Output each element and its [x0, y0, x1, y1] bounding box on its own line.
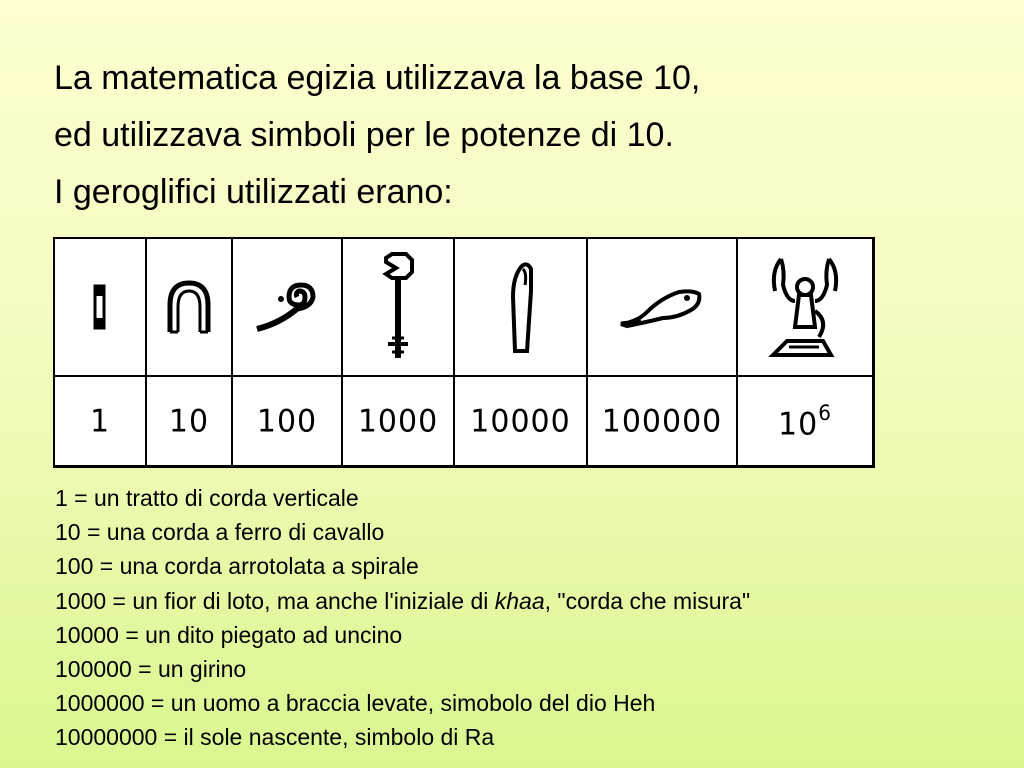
hieroglyph-table [53, 237, 875, 468]
glyph-cell-5 [455, 239, 588, 375]
value-1000: 1000 [357, 402, 439, 440]
value-1: 1 [89, 402, 111, 440]
slide-heading [54, 50, 974, 221]
tadpole-icon [617, 282, 707, 332]
note-line-7: 1000000 = un uomo a braccia levate, simobolo del dio Heh [55, 690, 656, 717]
value-cell-7 [738, 377, 872, 465]
coiled-rope-icon [251, 277, 323, 337]
value-100000: 100000 [601, 402, 723, 440]
vertical-stroke-icon [90, 282, 110, 332]
glyph-cell-2 [147, 239, 233, 375]
heading-line-2: ed utilizzava simboli per le potenze di 10. [54, 116, 674, 154]
value-row [55, 377, 872, 465]
value-100: 100 [256, 402, 318, 440]
value-cell-3 [233, 377, 343, 465]
heading-line-1: La matematica egizia utilizzava la base 10, [54, 59, 701, 97]
glyph-descriptions [55, 481, 750, 755]
man-raised-arms-icon [765, 251, 845, 363]
glyph-cell-3 [233, 239, 343, 375]
glyph-cell-7 [738, 239, 872, 375]
value-cell-2 [147, 377, 233, 465]
note-line-3: 100 = una corda arrotolata a spirale [55, 553, 419, 580]
value-exponent: 6 [818, 399, 832, 425]
value-10: 10 [168, 402, 210, 440]
heel-bone-arch-icon [164, 277, 214, 337]
value-10-pow-6 [778, 399, 832, 442]
note-line-4 [55, 584, 750, 618]
value-base: 10 [778, 405, 819, 443]
glyph-cell-1 [55, 239, 147, 375]
note-line-2: 10 = una corda a ferro di cavallo [55, 519, 385, 546]
note-line-5: 10000 = un dito piegato ad uncino [55, 621, 403, 648]
note-lotus-prefix: 1000 = un fior di loto, ma anche l'iniziale di [55, 587, 495, 614]
value-cell-6 [588, 377, 738, 465]
value-cell-5 [455, 377, 588, 465]
note-line-8: 10000000 = il sole nascente, simbolo di Ra [55, 724, 495, 751]
note-lotus-italic: khaa [494, 587, 545, 614]
note-lotus-suffix: , "corda che misura" [544, 587, 751, 614]
value-cell-4 [343, 377, 455, 465]
glyph-cell-6 [588, 239, 738, 375]
note-line-6: 100000 = un girino [55, 656, 247, 683]
note-line-1: 1 = un tratto di corda verticale [55, 485, 359, 511]
glyph-cell-4 [343, 239, 455, 375]
value-10000: 10000 [470, 402, 571, 440]
glyph-row [55, 239, 872, 377]
heading-line-3: I geroglifici utilizzati erano: [54, 173, 453, 211]
value-cell-1 [55, 377, 147, 465]
bent-finger-icon [501, 257, 541, 357]
lotus-flower-icon [370, 248, 426, 366]
